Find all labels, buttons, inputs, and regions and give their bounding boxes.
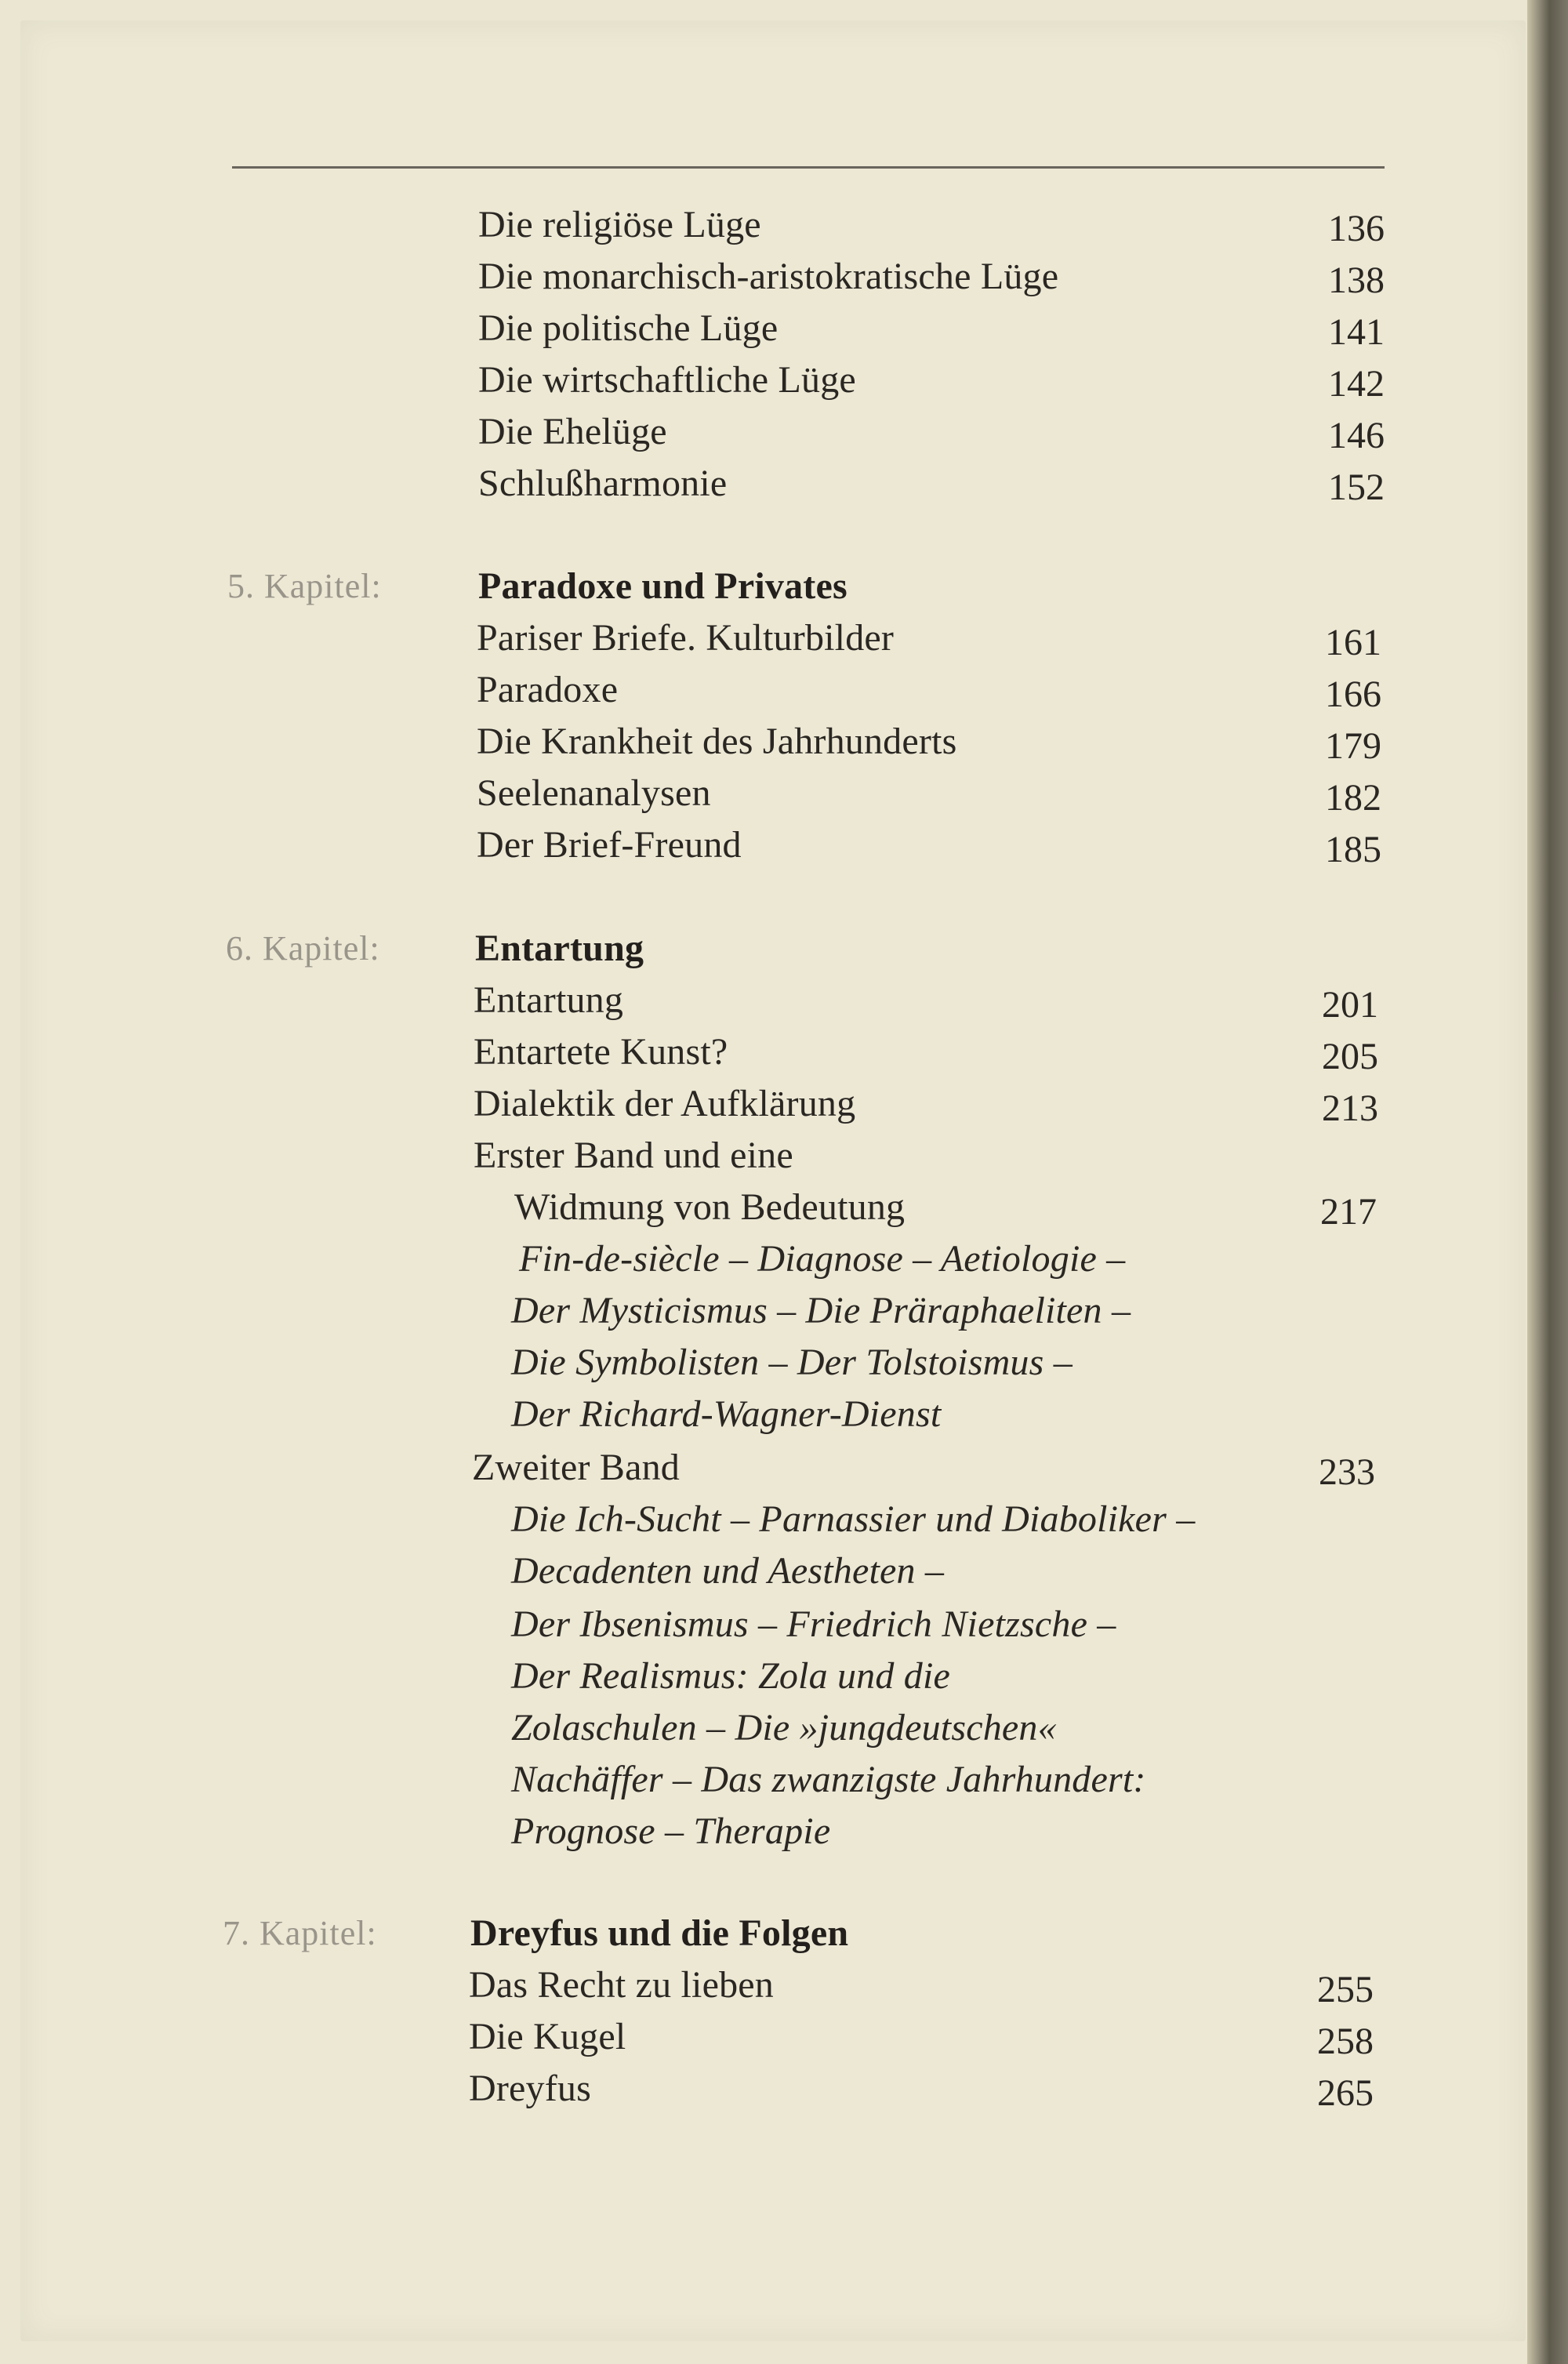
header-rule (232, 166, 1385, 169)
toc-entry-page: 182 (1325, 777, 1381, 819)
toc-entry-title: Die Ehelüge (478, 411, 667, 452)
toc-entry-page: 265 (1317, 2072, 1374, 2114)
toc-subcontent: Der Ibsenismus – Friedrich Nietzsche – (511, 1603, 1116, 1645)
toc-subcontent: Die Symbolisten – Der Tolstoismus – (511, 1342, 1073, 1383)
toc-entry-page: 166 (1325, 674, 1381, 715)
toc-entry-page: 141 (1328, 311, 1385, 353)
toc-entry-page: 217 (1320, 1191, 1377, 1233)
chapter-title: Entartung (475, 928, 644, 969)
toc-entry-page: 146 (1328, 415, 1385, 456)
toc-entry-page: 138 (1328, 260, 1385, 301)
toc-subcontent: Der Realismus: Zola und die (511, 1655, 951, 1697)
toc-entry-title: Entartete Kunst? (474, 1031, 728, 1073)
toc-entry-title: Die Kugel (469, 2016, 626, 2057)
toc-entry-page: 161 (1325, 622, 1381, 663)
toc-subcontent: Der Richard-Wagner-Dienst (511, 1393, 942, 1435)
toc-entry-page: 255 (1317, 1969, 1374, 2010)
toc-subcontent: Der Mysticismus – Die Präraphaeliten – (511, 1290, 1131, 1331)
toc-entry-title: Entartung (474, 979, 624, 1021)
toc-entry-page: 233 (1319, 1451, 1375, 1493)
toc-entry-page: 258 (1317, 2021, 1374, 2062)
toc-subcontent: Fin-de-siècle – Diagnose – Aetiologie – (519, 1238, 1126, 1280)
toc-entry-page: 205 (1322, 1036, 1378, 1077)
toc-entry-page: 185 (1325, 829, 1381, 870)
chapter-label: 6. Kapitel: (226, 929, 380, 968)
toc-subcontent: Die Ich-Sucht – Parnassier und Diaboliker – (511, 1498, 1196, 1540)
toc-entry-page: 136 (1328, 208, 1385, 249)
toc-entry-title: Die politische Lüge (478, 307, 779, 349)
page-edge (1527, 0, 1568, 2364)
toc-entry-page: 179 (1325, 725, 1381, 767)
toc-entry-title: Die monarchisch-aristokratische Lüge (478, 256, 1059, 297)
toc-subcontent: Zolaschulen – Die »jungdeutschen« (511, 1707, 1057, 1748)
toc-entry-title: Widmung von Bedeutung (514, 1186, 906, 1228)
toc-entry-title: Die religiöse Lüge (478, 204, 761, 245)
toc-entry-title: Seelenanalysen (477, 772, 711, 814)
toc-entry-page: 152 (1328, 467, 1385, 508)
toc-entry-title: Paradoxe (477, 669, 619, 710)
toc-entry-title: Erster Band und eine (474, 1135, 793, 1176)
toc-entry-page: 213 (1322, 1088, 1378, 1129)
chapter-label: 7. Kapitel: (223, 1914, 377, 1952)
toc-entry-title: Pariser Briefe. Kulturbilder (477, 617, 895, 659)
toc-entry-page: 201 (1322, 984, 1378, 1026)
toc-entry-title: Dialektik der Aufklärung (474, 1083, 856, 1124)
toc-entry-title: Die Krankheit des Jahrhunderts (477, 721, 957, 762)
chapter-title: Dreyfus und die Folgen (470, 1912, 849, 1954)
toc-subcontent: Nachäffer – Das zwanzigste Jahrhundert: (511, 1759, 1146, 1800)
toc-entry-page: 142 (1328, 363, 1385, 405)
toc-subcontent: Prognose – Therapie (511, 1810, 831, 1852)
toc-entry-title: Der Brief-Freund (477, 824, 742, 866)
toc-entry-title: Das Recht zu lieben (469, 1964, 774, 2006)
toc-entry-title: Schlußharmonie (478, 463, 728, 504)
chapter-title: Paradoxe und Privates (478, 565, 848, 607)
chapter-label: 5. Kapitel: (227, 567, 382, 605)
toc-entry-title: Dreyfus (469, 2068, 592, 2109)
toc-entry-title: Die wirtschaftliche Lüge (478, 359, 856, 401)
toc-subcontent: Decadenten und Aestheten – (511, 1550, 945, 1592)
toc-entry-title: Zweiter Band (472, 1447, 680, 1488)
